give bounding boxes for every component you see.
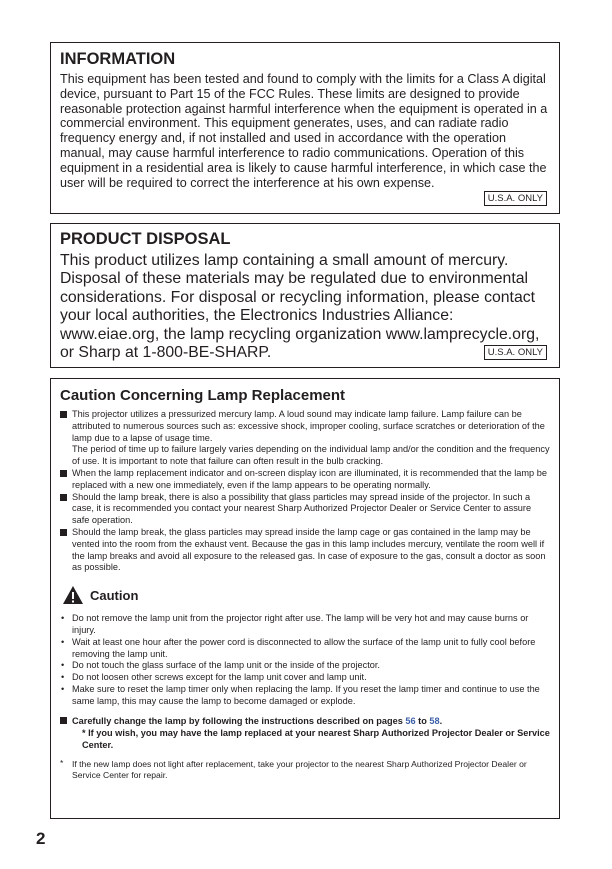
usa-only-badge: U.S.A. ONLY bbox=[484, 191, 547, 206]
list-item: Should the lamp break, the glass particles may spread inside the lamp cage or gas contained in the lamp may be vented into the room from the exhaust vent. Because the gas in this lamp includes mercury, ventilate the room well if the lamp breaks and avoid all exposure to the released gas. In case of exposure to the gas, consult a doctor as soon as possible. bbox=[60, 527, 550, 574]
caution-heading bbox=[62, 585, 550, 605]
product-disposal-title: PRODUCT DISPOSAL bbox=[60, 230, 231, 248]
list-item: • Do not touch the glass surface of the lamp unit or the inside of the projector. bbox=[61, 660, 380, 671]
list-item: This projector utilizes a pressurized mercury lamp. A loud sound may indicate lamp failure. Lamp failure can be attributed to numerous sources such as: excessive shock, improper cooling, surface scratches or deterioration of the lamp due to a lapse of usage time. The period of time up to failure largely varies depending on the individual lamp and/or the condition and the frequency of use. It is important to note that failure can often result in the bulb cracking. bbox=[60, 409, 550, 468]
lamp-caution-list bbox=[60, 409, 550, 574]
dot-bullet-icon: • bbox=[61, 683, 65, 694]
caution-list bbox=[60, 613, 550, 707]
square-bullet-icon bbox=[60, 494, 67, 501]
product-disposal-body: This product utilizes lamp containing a small amount of mercury. Disposal of these materials may be regulated due to environmental considerations. For disposal or recycling information, please contact your local authorities, the Electronics Industries Alliance: www.eiae.org, the lamp recycling organization www.lamprecycle.org, or Sharp at 1-800-BE-SHARP. bbox=[60, 252, 540, 362]
square-bullet-icon bbox=[60, 717, 67, 724]
dot-bullet-icon: • bbox=[61, 660, 65, 671]
footnote-mark: * bbox=[60, 758, 64, 769]
list-item: • Do not remove the lamp unit from the projector right after use. The lamp will be very hot and may cause burns or injury. bbox=[61, 613, 529, 635]
square-bullet-icon bbox=[60, 529, 67, 536]
page-link-56[interactable]: 56 bbox=[405, 715, 416, 726]
dot-bullet-icon: • bbox=[61, 672, 65, 683]
product-disposal-box bbox=[50, 223, 560, 368]
dot-bullet-icon: • bbox=[61, 636, 65, 647]
lamp-replacement-box bbox=[50, 378, 560, 819]
information-box bbox=[50, 42, 560, 214]
lamp-replacement-title: Caution Concerning Lamp Replacement bbox=[60, 387, 346, 404]
page-number: 2 bbox=[36, 829, 46, 848]
list-item: • Wait at least one hour after the power cord is disconnected to allow the surface of the lamp unit to fully cool before removing the lamp unit. bbox=[61, 636, 536, 659]
list-item: • Do not loosen other screws except for the lamp unit cover and lamp unit. bbox=[61, 672, 367, 683]
square-bullet-icon bbox=[60, 470, 67, 477]
service-center-note: * If you wish, you may have the lamp replaced at your nearest Sharp Authorized Projector Dealer or Service Center. bbox=[82, 727, 550, 750]
information-title: INFORMATION bbox=[60, 50, 176, 68]
list-item: Should the lamp break, there is also a possibility that glass particles may spread inside of the projector. In such a case, it is recommended you contact your nearest Sharp Authorized Projector Dealer or Service Center to assure safe operation. bbox=[60, 492, 550, 527]
lamp-change-instruction: Carefully change the lamp by following the instructions described on pages 56 to 58. * If you wish, you may have the lamp replaced at your nearest Sharp Authorized Projector Dealer or Service Center. bbox=[60, 715, 550, 752]
list-item: • Make sure to reset the lamp timer only when replacing the lamp. If you reset the lamp timer and continue to use the same lamp, this may cause the lamp to become damaged or explode. bbox=[61, 683, 540, 706]
dot-bullet-icon: • bbox=[61, 613, 65, 624]
square-bullet-icon bbox=[60, 411, 67, 418]
usa-only-badge: U.S.A. ONLY bbox=[484, 345, 547, 360]
information-body: This equipment has been tested and found to comply with the limits for a Class A digital device, pursuant to Part 15 of the FCC Rules. These limits are designed to provide reasonable protection against harmful interference when the equipment is operated in a commercial environment. This equipment generates, uses, and can radiate radio frequency energy and, if not installed and used in accordance with the operation manual, may cause harmful interference to radio communications. Operation of this equipment in a residential area is likely to cause harmful interference, in which case the user will be required to correct the interference at his own expense. bbox=[60, 72, 548, 190]
page-link-58[interactable]: 58 bbox=[429, 715, 440, 726]
list-item: When the lamp replacement indicator and on-screen display icon are illuminated, it is recommended that the lamp be replaced with a new one immediately, even if the lamp appears to be operating normally. bbox=[60, 468, 550, 492]
warning-icon bbox=[62, 585, 84, 605]
caution-title: Caution bbox=[90, 587, 139, 603]
footnote: * If the new lamp does not light after replacement, take your projector to the nearest Sharp Authorized Projector Dealer or Service Center for repair. bbox=[60, 758, 527, 781]
